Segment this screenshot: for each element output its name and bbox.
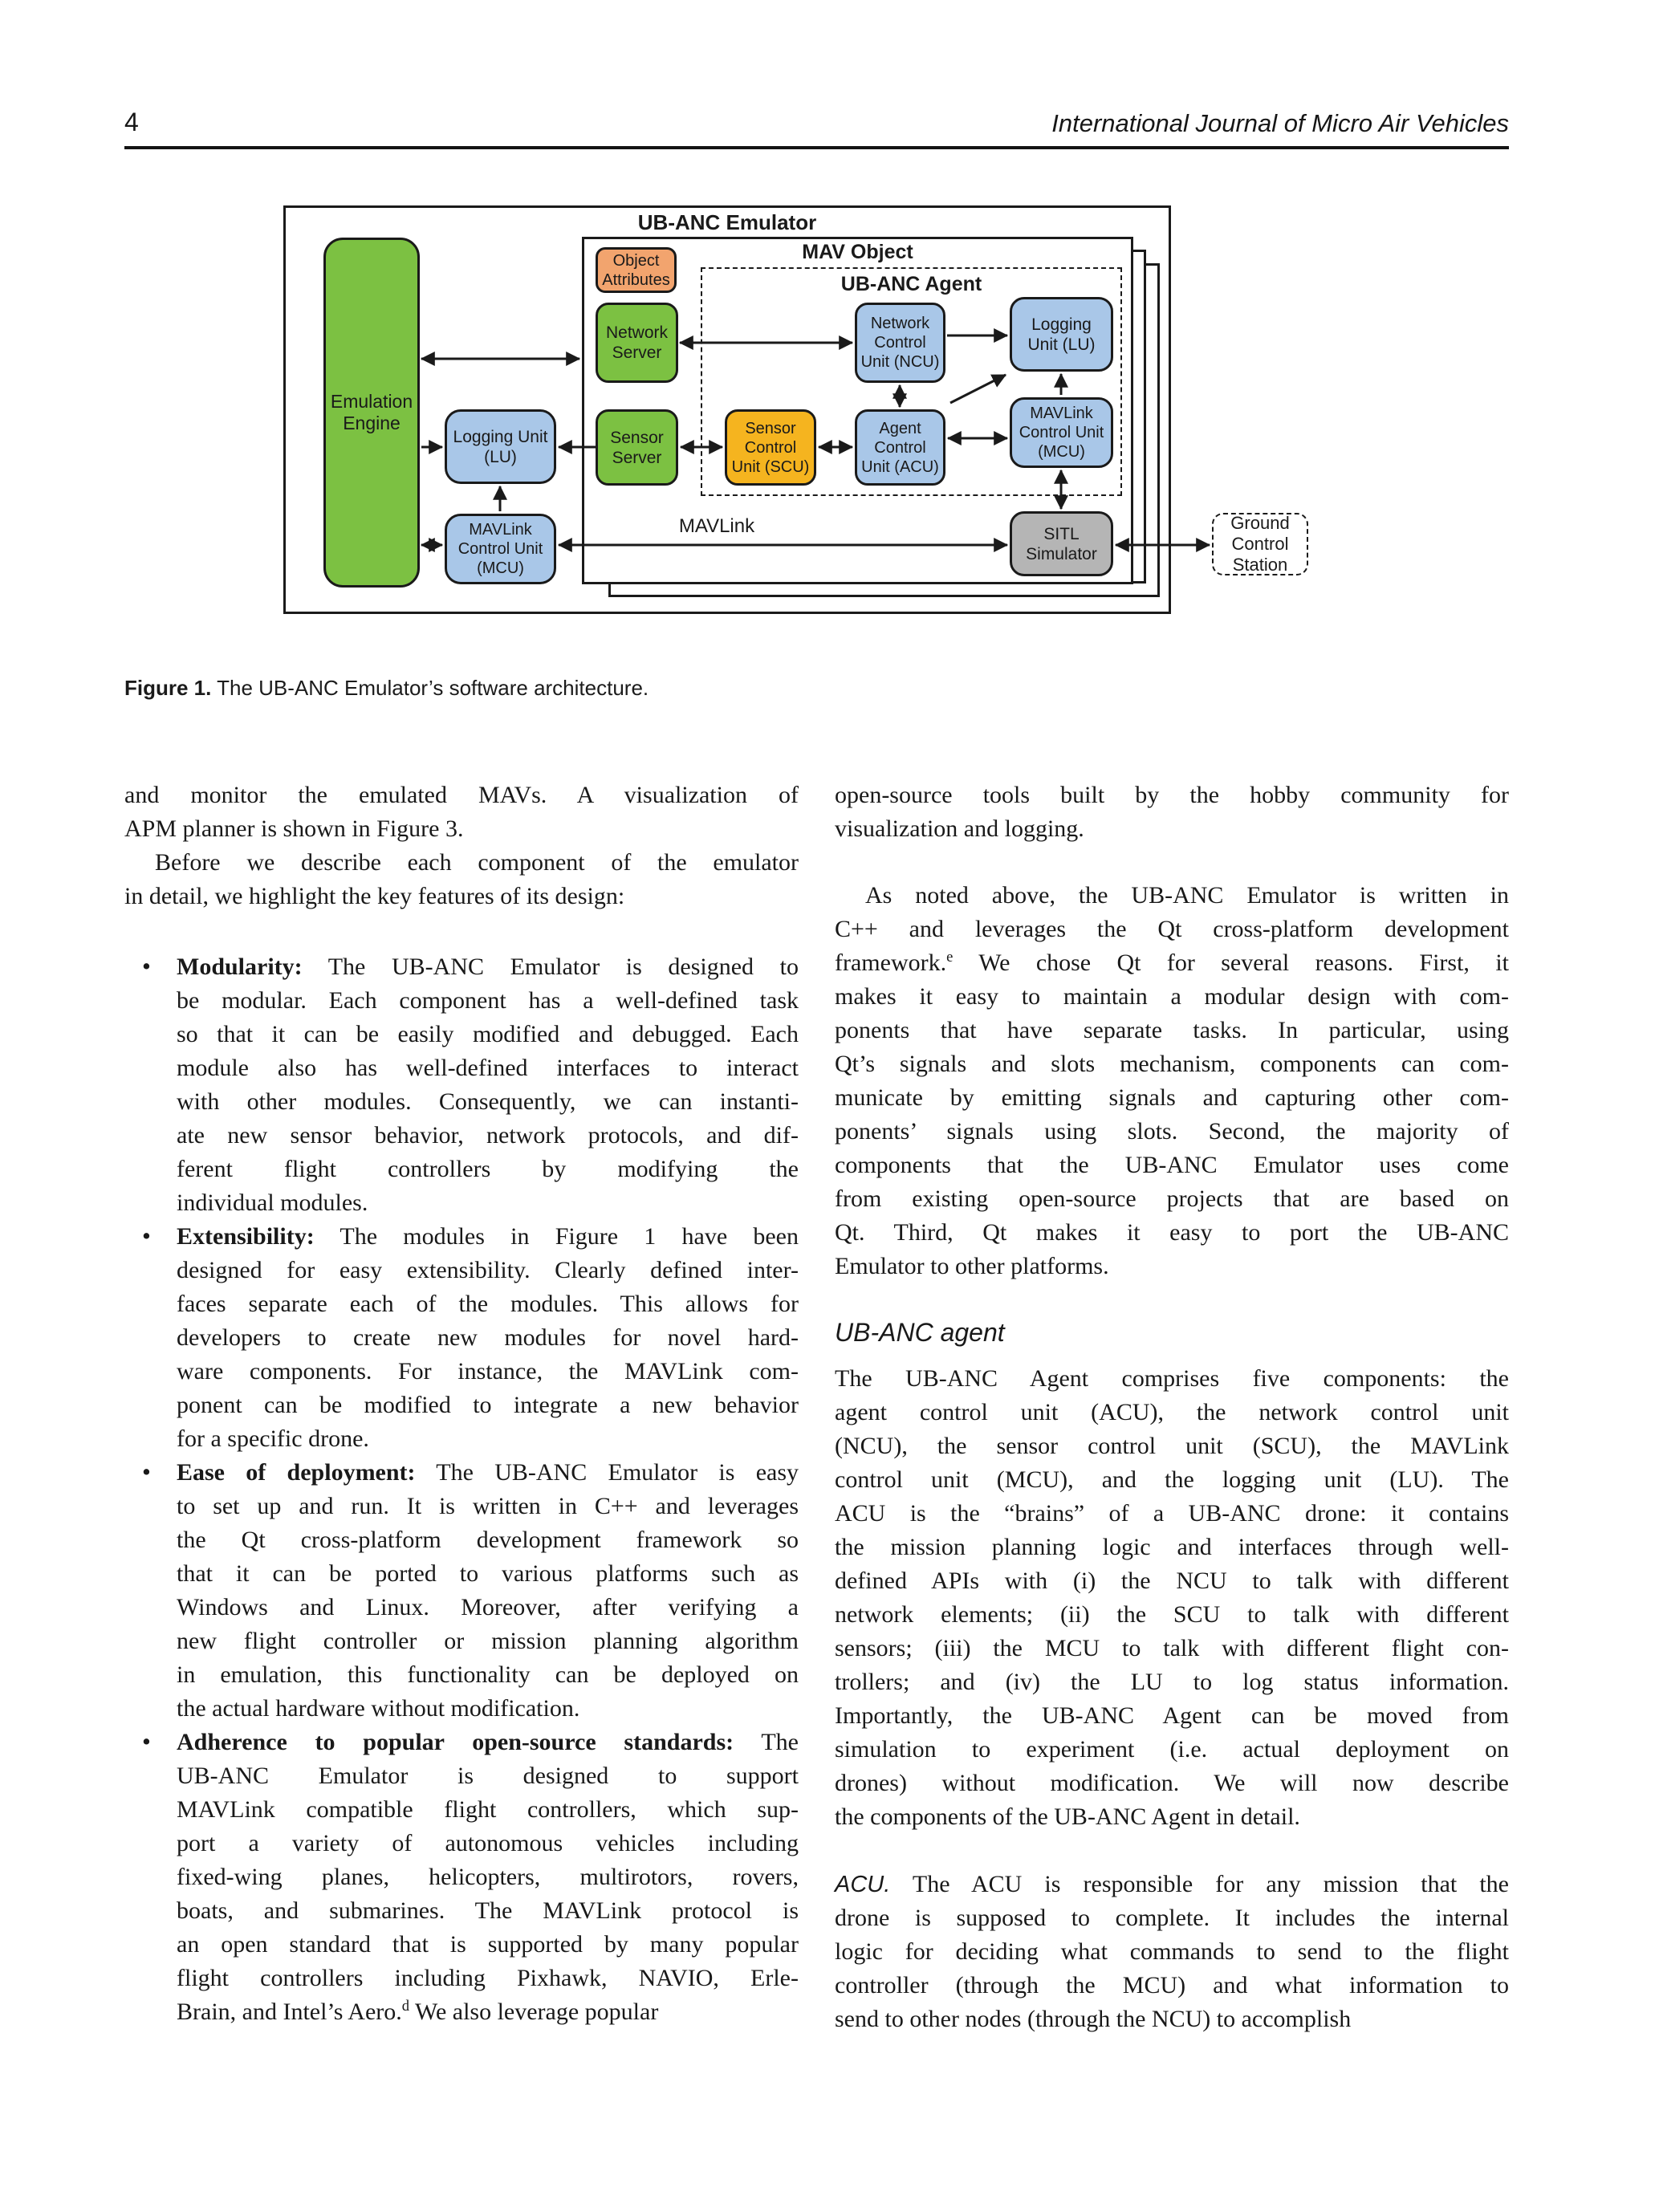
header-rule [124, 146, 1509, 149]
text-line: in detail, we highlight the key features of its design: [124, 883, 625, 909]
text-line: Importantly, the UB-ANC Agent can be moved from [835, 1702, 1509, 1729]
text-line: visualization and logging. [835, 815, 1084, 842]
figure-caption-label: Figure 1. [124, 676, 212, 700]
box-label-line: Server [612, 448, 662, 467]
text-line: municate by emitting signals and capturing other com- [835, 1084, 1509, 1111]
text-line: the components of the UB-ANC Agent in detail. [835, 1803, 1300, 1830]
sensor-control-unit-box [725, 409, 816, 486]
text-line: ware components. For instance, the MAVLink com- [177, 1358, 799, 1385]
figure-diagram [283, 201, 1327, 662]
bullet-icon: • [142, 952, 151, 980]
text-line: new flight controller or mission planning algorithm [177, 1628, 799, 1654]
text-line: with other modules. Consequently, we can instanti- [177, 1088, 799, 1115]
logging-unit-inner-box [1010, 297, 1113, 372]
mavlink-control-unit-outer-box [445, 514, 556, 584]
text-line: module also has well-defined interfaces to interact [177, 1055, 799, 1081]
text-line: agent control unit (ACU), the network control unit [835, 1399, 1509, 1425]
box-label-line: Unit (LU) [1027, 335, 1096, 354]
text-line: drone is supposed to complete. It includes the internal [835, 1905, 1509, 1931]
bullet-icon: • [142, 1727, 151, 1755]
box-label-line: Network [870, 315, 930, 332]
text-line: Ease of deployment: The UB-ANC Emulator is easy [177, 1459, 799, 1486]
box-label-line: Station [1232, 555, 1288, 575]
text-line: designed for easy extensibility. Clearly defined inter- [177, 1257, 799, 1283]
text-line: simulation to experiment (i.e. actual deployment on [835, 1736, 1509, 1763]
box-label-line: Control Unit [457, 540, 543, 558]
column-right [835, 779, 1509, 2036]
box-label-line: Sensor [745, 419, 796, 437]
page-number: 4 [124, 108, 139, 136]
text-line: for a specific drone. [177, 1425, 369, 1452]
text-line: UB-ANC Emulator is designed to support [177, 1763, 799, 1789]
text-line: framework.$^e$ We chose Qt for several reasons. First, it [835, 949, 1509, 976]
text-line: Qt’s signals and slots mechanism, components can com- [835, 1051, 1509, 1077]
text-line: ponents that have separate tasks. In particular, using [835, 1017, 1509, 1043]
box-label-line: Logging [1031, 315, 1092, 334]
box-label-line: Control [874, 334, 926, 352]
text-line: logic for deciding what commands to send to the flight [835, 1938, 1509, 1965]
text-line: open-source tools built by the hobby community for [835, 782, 1509, 808]
text-line: ponent can be modified to integrate a new behavior [177, 1392, 799, 1418]
text-line: Adherence to popular open-source standards: The [177, 1729, 799, 1755]
text-line: the actual hardware without modification. [177, 1695, 580, 1722]
text-line: ponents’ signals using slots. Second, the majority of [835, 1118, 1509, 1145]
bullet-item [124, 1220, 799, 1456]
box-label-line: Control [744, 438, 797, 457]
bullet-label: Ease of deployment: [177, 1459, 416, 1486]
text-line: sensors; (iii) the MCU to talk with different flight con- [835, 1635, 1509, 1661]
box-label-line: Ground [1230, 513, 1290, 533]
text-line: developers to create new modules for novel hard- [177, 1324, 799, 1351]
text-line: As noted above, the UB-ANC Emulator is written in [865, 882, 1509, 909]
text-line: flight controllers including Pixhawk, NAVIO, Erle- [177, 1965, 799, 1991]
paragraph [835, 879, 1509, 1283]
text-line: ACU. The ACU is responsible for any mission that the [835, 1871, 1509, 1897]
box-label-line: MAVLink [469, 521, 532, 539]
box-label-line: Logging Unit [453, 427, 548, 446]
network-control-unit-box [855, 303, 945, 383]
bullet-item [124, 1726, 799, 2029]
spacer [835, 846, 1509, 879]
bullet-item [124, 950, 799, 1220]
bullet-item [124, 1456, 799, 1726]
paragraph [124, 846, 799, 913]
text-line: Modularity: The UB-ANC Emulator is designed to [177, 954, 799, 980]
text-line: controller (through the MCU) and what information to [835, 1972, 1509, 1999]
paragraph [835, 1362, 1509, 1834]
text-line: control unit (MCU), and the logging unit (LU). The [835, 1466, 1509, 1493]
emulation-engine-box [323, 238, 420, 588]
network-server-box [596, 303, 678, 383]
bullet-icon: • [142, 1458, 151, 1486]
box-label-line: Unit (NCU) [860, 353, 940, 371]
paragraph [124, 779, 799, 846]
box-label-line: (MCU) [477, 559, 524, 577]
text-line: Qt. Third, Qt makes it easy to port the UB-ANC [835, 1219, 1509, 1246]
text-line: ferent flight controllers by modifying the [177, 1156, 799, 1182]
text-line: Extensibility: The modules in Figure 1 have been [177, 1223, 799, 1250]
spacer [835, 1834, 1509, 1868]
text-line: individual modules. [177, 1189, 368, 1216]
text-line: C++ and leverages the Qt cross-platform development [835, 916, 1509, 942]
text-line: ate new sensor behavior, network protocols, and dif- [177, 1122, 799, 1149]
text-line: port a variety of autonomous vehicles including [177, 1830, 799, 1856]
text-line: the Qt cross-platform development framework so [177, 1527, 799, 1553]
box-label-line: Emulation [330, 391, 413, 412]
paragraph [835, 779, 1509, 846]
text-line: defined APIs with (i) the NCU to talk with different [835, 1568, 1509, 1594]
box-label-line: Server [612, 344, 662, 362]
box-label-line: Object [612, 251, 660, 270]
text-line: components that the UB-ANC Emulator uses come [835, 1152, 1509, 1178]
text-line: ACU is the “brains” of a UB-ANC drone: it contains [835, 1500, 1509, 1527]
box-label-line: Network [605, 323, 669, 342]
text-line: The UB-ANC Agent comprises five components: the [835, 1365, 1509, 1392]
text-line: from existing open-source projects that are based on [835, 1185, 1509, 1212]
box-label-line: Agent [879, 419, 921, 437]
section-heading: UB-ANC agent [835, 1318, 1005, 1347]
text-line: Brain, and Intel’s Aero.$^d$ We also leverage popular [177, 1998, 659, 2025]
text-line: drones) without modification. We will now describe [835, 1770, 1509, 1796]
text-line: Emulator to other platforms. [835, 1253, 1109, 1279]
box-label-line: Unit (ACU) [861, 457, 939, 476]
text-line: Windows and Linux. Moreover, after verifying a [177, 1594, 799, 1620]
text-line: network elements; (ii) the SCU to talk with different [835, 1601, 1509, 1628]
box-label-line: Attributes [602, 270, 670, 289]
text-line: (NCU), the sensor control unit (SCU), the MAVLink [835, 1433, 1509, 1459]
text-line: MAVLink compatible flight controllers, which sup- [177, 1796, 799, 1823]
text-line: an open standard that is supported by many popular [177, 1931, 799, 1958]
column-left [124, 779, 799, 2029]
paragraph [835, 1868, 1509, 2036]
box-label-line: (MCU) [1038, 443, 1085, 461]
ground-control-station-box [1212, 513, 1308, 575]
box-label-line: Simulator [1026, 544, 1097, 563]
text-line: makes it easy to maintain a modular design with com- [835, 983, 1509, 1010]
ub-anc-agent-title: UB-ANC Agent [840, 273, 982, 295]
box-label-line: Sensor [610, 428, 664, 447]
sitl-simulator-box [1010, 511, 1113, 576]
mavlink-arrow-label: MAVLink [678, 515, 755, 537]
box-label-line: Engine [343, 413, 401, 433]
text-line: that it can be ported to various platforms such as [177, 1560, 799, 1587]
box-label-line: Unit (SCU) [731, 457, 810, 476]
spacer [124, 913, 799, 950]
text-line: send to other nodes (through the NCU) to accomplish [835, 2006, 1352, 2032]
text-line: be modular. Each component has a well-defined task [177, 987, 799, 1014]
text-line: fixed-wing planes, helicopters, multirotors, rovers, [177, 1864, 799, 1890]
text-line: so that it can be easily modified and debugged. Each [177, 1021, 799, 1047]
sensor-server-box [596, 409, 678, 486]
figure-caption-text: The UB-ANC Emulator’s software architecture. [217, 676, 649, 700]
emulator-title: UB-ANC Emulator [637, 210, 817, 234]
agent-control-unit-box [855, 409, 945, 486]
journal-title: International Journal of Micro Air Vehicles [1051, 109, 1509, 137]
text-line: and monitor the emulated MAVs. A visualization of [124, 782, 799, 808]
text-line: faces separate each of the modules. This allows for [177, 1291, 799, 1317]
box-label-line: Control [1231, 534, 1289, 554]
text-line: trollers; and (iv) the LU to log status information. [835, 1669, 1509, 1695]
box-label-line: MAVLink [1030, 405, 1093, 422]
mav-object-title: MAV Object [802, 241, 913, 263]
runin-label: ACU. [835, 1872, 891, 1897]
text-line: in emulation, this functionality can be deployed on [177, 1661, 799, 1688]
spacer [835, 1283, 1509, 1312]
text-line: boats, and submarines. The MAVLink protocol is [177, 1897, 799, 1924]
text-line: to set up and run. It is written in C++ and leverages [177, 1493, 799, 1519]
bullet-icon: • [142, 1222, 151, 1250]
text-line: APM planner is shown in Figure 3. [124, 815, 464, 842]
box-label-line: SITL [1043, 524, 1080, 543]
text-line: the mission planning logic and interfaces through well- [835, 1534, 1509, 1560]
bullet-label: Modularity: [177, 954, 303, 980]
box-label-line: Control [874, 438, 926, 457]
mavlink-control-unit-inner-box [1010, 397, 1113, 468]
box-label-line: (LU) [484, 447, 517, 466]
text-line: Before we describe each component of the emulator [155, 849, 799, 876]
bullet-label: Adherence to popular open-source standards: [177, 1729, 734, 1755]
logging-unit-outer-box [445, 409, 556, 484]
box-label-line: Control Unit [1019, 424, 1104, 441]
figure-caption [124, 676, 649, 701]
bullet-label: Extensibility: [177, 1223, 315, 1250]
